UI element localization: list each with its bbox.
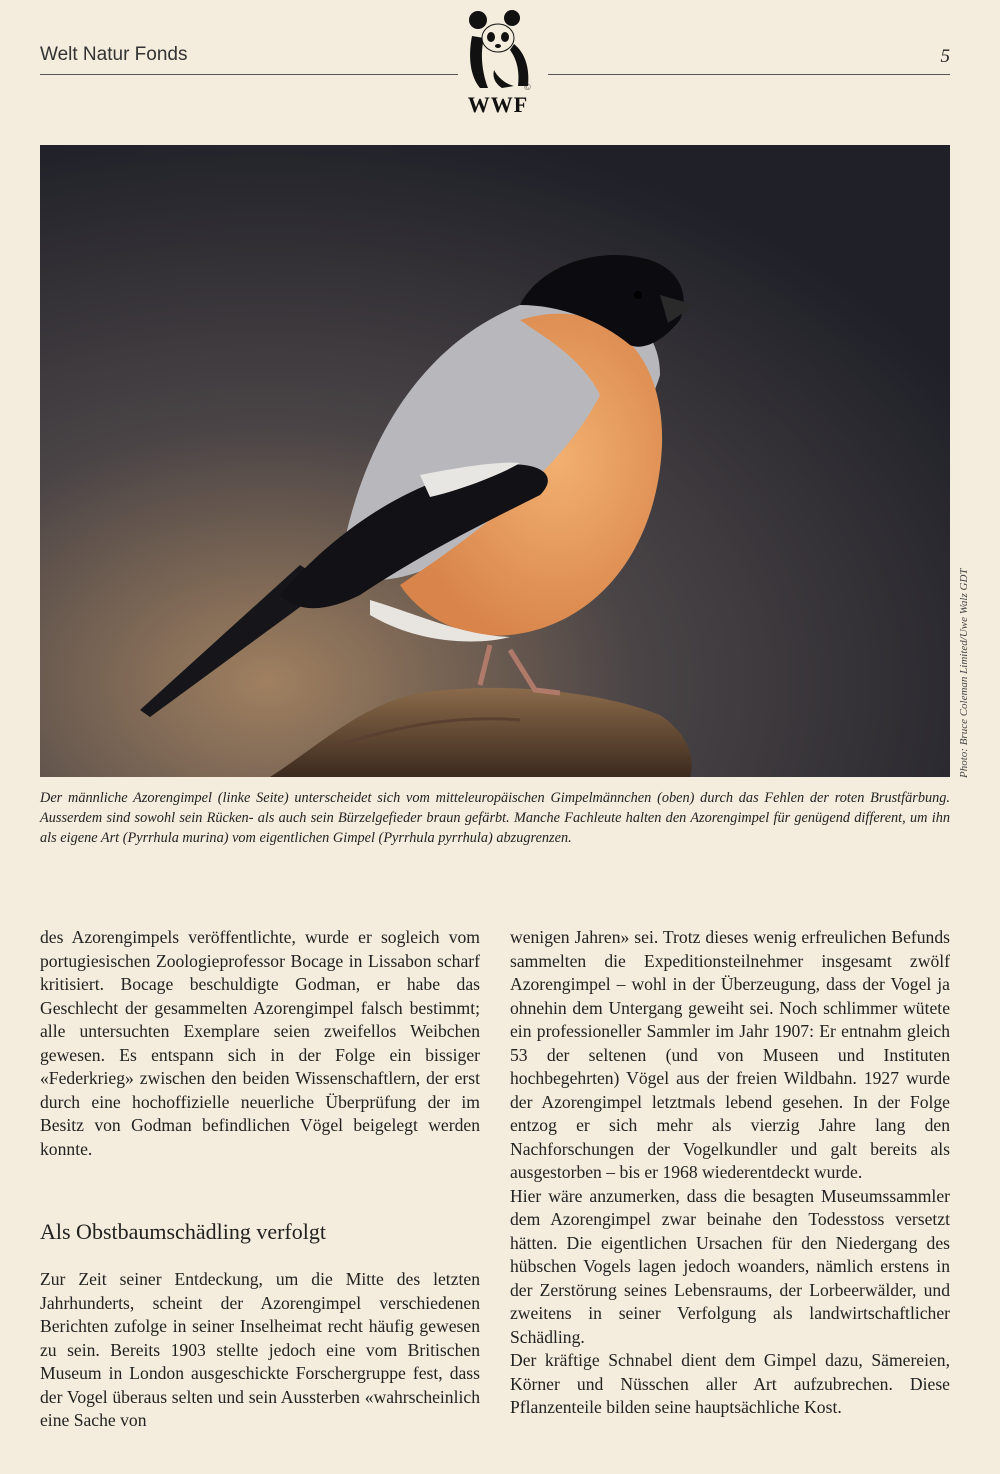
article-column-1-bottom xyxy=(40,1268,480,1433)
page-number: 5 xyxy=(940,46,950,67)
logo-text: WWF xyxy=(467,92,529,117)
paragraph: wenigen Jahren» sei. Trotz dieses wenig erfreulichen Befunds sammelten die Expeditionsteilnehmer insgesamt zwölf Azorengimpel – wohl in der Überzeugung, dass der Vogel ja ohnehin dem Untergang geweiht sei. Noch schlimmer wütete ein professioneller Sammler im Jahr 1907: Er entnahm gleich 53 der seltenen (und von Museen und Instituten hochbegehrten) Vögel aus der freien Wildbahn. 1927 wurde der Azorengimpel letztmals lebend gesehen. In der Folge entzog er sich mehr als vierzig Jahre lang den Nachforschungen der Vogelkundler und galt bereits als ausgestorben – bis er 1968 wiederentdeckt wurde. xyxy=(510,927,950,1182)
copyright-mark: © xyxy=(524,82,531,92)
article-column-2 xyxy=(510,926,950,1420)
panda-icon xyxy=(458,6,538,92)
paragraph: des Azorengimpels veröffentlichte, wurde er sogleich vom portugiesischen Zoologieprofessor Bocage in Lissabon scharf kritisiert. Bocage beschuldigte Godman, er habe das Geschlecht der gesammelten Azorengimpel falsch bestimmt; alle untersuchten Exemplare seien zweifellos Weibchen gewesen. Es entspann sich in der Folge ein bissiger «Federkrieg» zwischen den beiden Wissenschaftlern, der erst durch eine hochoffizielle neuerliche Überprüfung der im Besitz von Godman befindlichen Vögel beigelegt werden konnte. xyxy=(40,927,480,1159)
paragraph: Der kräftige Schnabel dient dem Gimpel dazu, Sämereien, Körner und Nüsschen aller Art aufzubrechen. Diese Pflanzenteile bilden seine hauptsächliche Kost. xyxy=(510,1350,950,1417)
wwf-logo xyxy=(458,6,538,118)
bird-photo xyxy=(40,145,950,777)
header-rule-right xyxy=(548,74,950,75)
header-title: Welt Natur Fonds xyxy=(40,44,188,65)
paragraph: Zur Zeit seiner Entdeckung, um die Mitte des letzten Jahrhunderts, scheint der Azorengimpel verschiedenen Berichten zufolge in seiner Inselheimat recht häufig gewesen zu sein. Bereits 1903 stellte jedoch eine vom Britischen Museum in London ausgeschickte Forschergruppe fest, dass der Vogel überaus selten und sein Aussterben «wahrscheinlich eine Sache von xyxy=(40,1269,480,1430)
article-column-1-top xyxy=(40,926,480,1161)
header-rule-left xyxy=(40,74,458,75)
photo-credit: Photo: Bruce Coleman Limited/Uwe Walz GDT xyxy=(958,568,970,778)
photo-caption: Der männliche Azorengimpel (linke Seite) unterscheidet sich vom mitteleuropäischen Gimpelmännchen (oben) durch das Fehlen der roten Brustfärbung. Ausserdem sind sowohl sein Rücken- als auch sein Bürzelgefieder braun gefärbt. Manche Fachleute halten den Azorengimpel für genügend different, um ihn als eigene Art (Pyrrhula murina) vom eigentlichen Gimpel (Pyrrhula pyrrhula) abzugrenzen. xyxy=(40,790,950,846)
paragraph: Hier wäre anzumerken, dass die besagten Museumssammler dem Azorengimpel zwar beinahe den Todesstoss versetzt hätten. Die eigentlichen Ursachen für den Niedergang des hübschen Vogels lagen jedoch woanders, nämlich erstens in der Zerstörung seines Lebensraums, der Lorbeerwälder, und zweitens in seiner Verfolgung als landwirtschaftlicher Schädling. xyxy=(510,1185,950,1347)
section-heading: Als Obstbaumschädling verfolgt xyxy=(40,1219,326,1244)
